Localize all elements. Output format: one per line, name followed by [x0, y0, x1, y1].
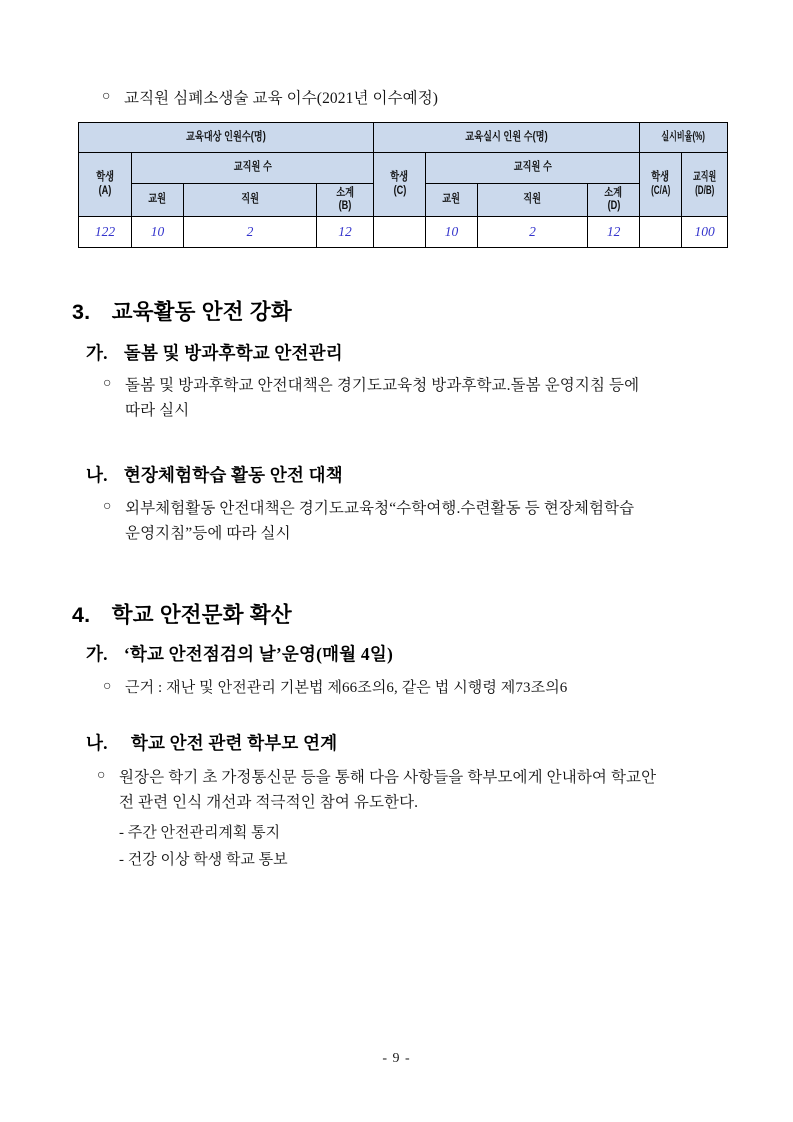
section-4a-marker: 가.	[86, 644, 108, 664]
header-staff-count-target: 교직원 수	[132, 153, 374, 184]
section-3b-bullet-text	[125, 496, 728, 546]
section-3b-bullet	[103, 496, 728, 546]
intro-bullet-line	[102, 86, 722, 111]
bullet-line-2: 운영지침”등에 따라 실시	[125, 525, 291, 543]
cell-ratio-student-ca	[640, 217, 682, 248]
section-4a-title: ‘학교 안전점검의 날’운영(매월 4일)	[123, 644, 393, 664]
cpr-training-table	[78, 122, 728, 248]
cell-student-a: 122	[79, 217, 132, 248]
bullet-line-1: 원장은 학기 초 가정통신문 등을 통해 다음 사항들을 학부모에게 안내하여 학교안	[119, 769, 657, 786]
bullet-line-2: 따라 실시	[125, 402, 190, 420]
bullet-line-2: 전 관련 인식 개선과 적극적인 참여 유도한다.	[119, 794, 419, 812]
section-3-heading	[72, 295, 292, 326]
header-target-subtotal: 소계 (B)	[317, 184, 374, 217]
header-target-teacher: 교원	[132, 184, 184, 217]
header-done-teacher: 교원	[426, 184, 478, 217]
section-4a-bullet	[103, 676, 728, 700]
section-4b-bullet-text	[119, 765, 742, 815]
section-3a-title: 돌봄 및 방과후학교 안전관리	[123, 343, 343, 363]
cell-ratio-staff-db: 100	[682, 217, 728, 248]
section-4b-dash-item-2: - 건강 이상 학생 학교 통보	[119, 852, 288, 868]
section-4b-bullet	[97, 765, 742, 815]
section-4-number: 4.	[72, 603, 91, 627]
section-4a-heading	[86, 641, 393, 666]
group-header-target: 교육대상 인원수(명)	[79, 123, 374, 153]
cell-done-subtotal-d: 12	[588, 217, 640, 248]
section-4a-bullet-text: 근거 : 재난 및 안전관리 기본법 제66조의6, 같은 법 시행령 제73조의6	[125, 680, 568, 696]
circle-bullet-icon: ○	[103, 499, 112, 514]
section-3-title: 교육활동 안전 강화	[111, 300, 292, 324]
cell-done-staff: 2	[478, 217, 588, 248]
header-done-staff: 직원	[478, 184, 588, 217]
section-3a-bullet-text	[125, 373, 728, 423]
section-3a-heading	[86, 340, 343, 365]
section-3-number: 3.	[72, 300, 91, 324]
table-mid-header-row	[79, 153, 728, 184]
header-target-staff: 직원	[184, 184, 317, 217]
group-header-ratio: 실시비율(%)	[640, 123, 728, 153]
header-staff-count-done: 교직원 수	[426, 153, 640, 184]
header-ratio-staff: 교직원 (D/B)	[682, 153, 728, 217]
cell-target-staff: 2	[184, 217, 317, 248]
section-3b-marker: 나.	[86, 465, 108, 485]
header-done-subtotal: 소계 (D)	[588, 184, 640, 217]
section-3b-title: 현장체험학습 활동 안전 대책	[123, 465, 343, 485]
circle-bullet-icon: ○	[103, 679, 112, 694]
section-4b-dash-item-1: - 주간 안전관리계획 통지	[119, 825, 281, 841]
section-4-title: 학교 안전문화 확산	[111, 603, 292, 627]
cpr-training-table-wrapper	[78, 122, 717, 248]
bullet-line-1: 외부체험활동 안전대책은 경기도교육청“수학여행.수련활동 등 현장체험학습	[125, 500, 635, 517]
section-3b-heading	[86, 462, 343, 487]
section-3a-marker: 가.	[86, 343, 108, 363]
page-number: - 9 -	[382, 1051, 411, 1066]
section-3a-bullet	[103, 373, 728, 423]
circle-bullet-icon: ○	[103, 376, 112, 391]
bullet-line-1: 돌봄 및 방과후학교 안전대책은 경기도교육청 방과후학교.돌봄 운영지침 등에	[125, 377, 640, 394]
intro-bullet-text: 교직원 심폐소생술 교육 이수(2021년 이수예정)	[124, 90, 439, 107]
cell-target-teacher: 10	[132, 217, 184, 248]
header-student-c: 학생 (C)	[374, 153, 426, 217]
cell-done-teacher: 10	[426, 217, 478, 248]
cell-student-c	[374, 217, 426, 248]
section-4b-heading	[86, 730, 337, 755]
section-4-heading	[72, 598, 292, 629]
circle-bullet-icon: ○	[102, 89, 111, 104]
group-header-done: 교육실시 인원 수(명)	[374, 123, 640, 153]
circle-bullet-icon: ○	[97, 768, 106, 783]
header-ratio-student: 학생 (C/A)	[640, 153, 682, 217]
section-4b-marker: 나.	[86, 733, 108, 753]
table-row	[79, 217, 728, 248]
table-group-header-row	[79, 123, 728, 153]
section-4b-title: 학교 안전 관련 학부모 연계	[130, 733, 338, 753]
header-student-a: 학생 (A)	[79, 153, 132, 217]
cell-target-subtotal-b: 12	[317, 217, 374, 248]
